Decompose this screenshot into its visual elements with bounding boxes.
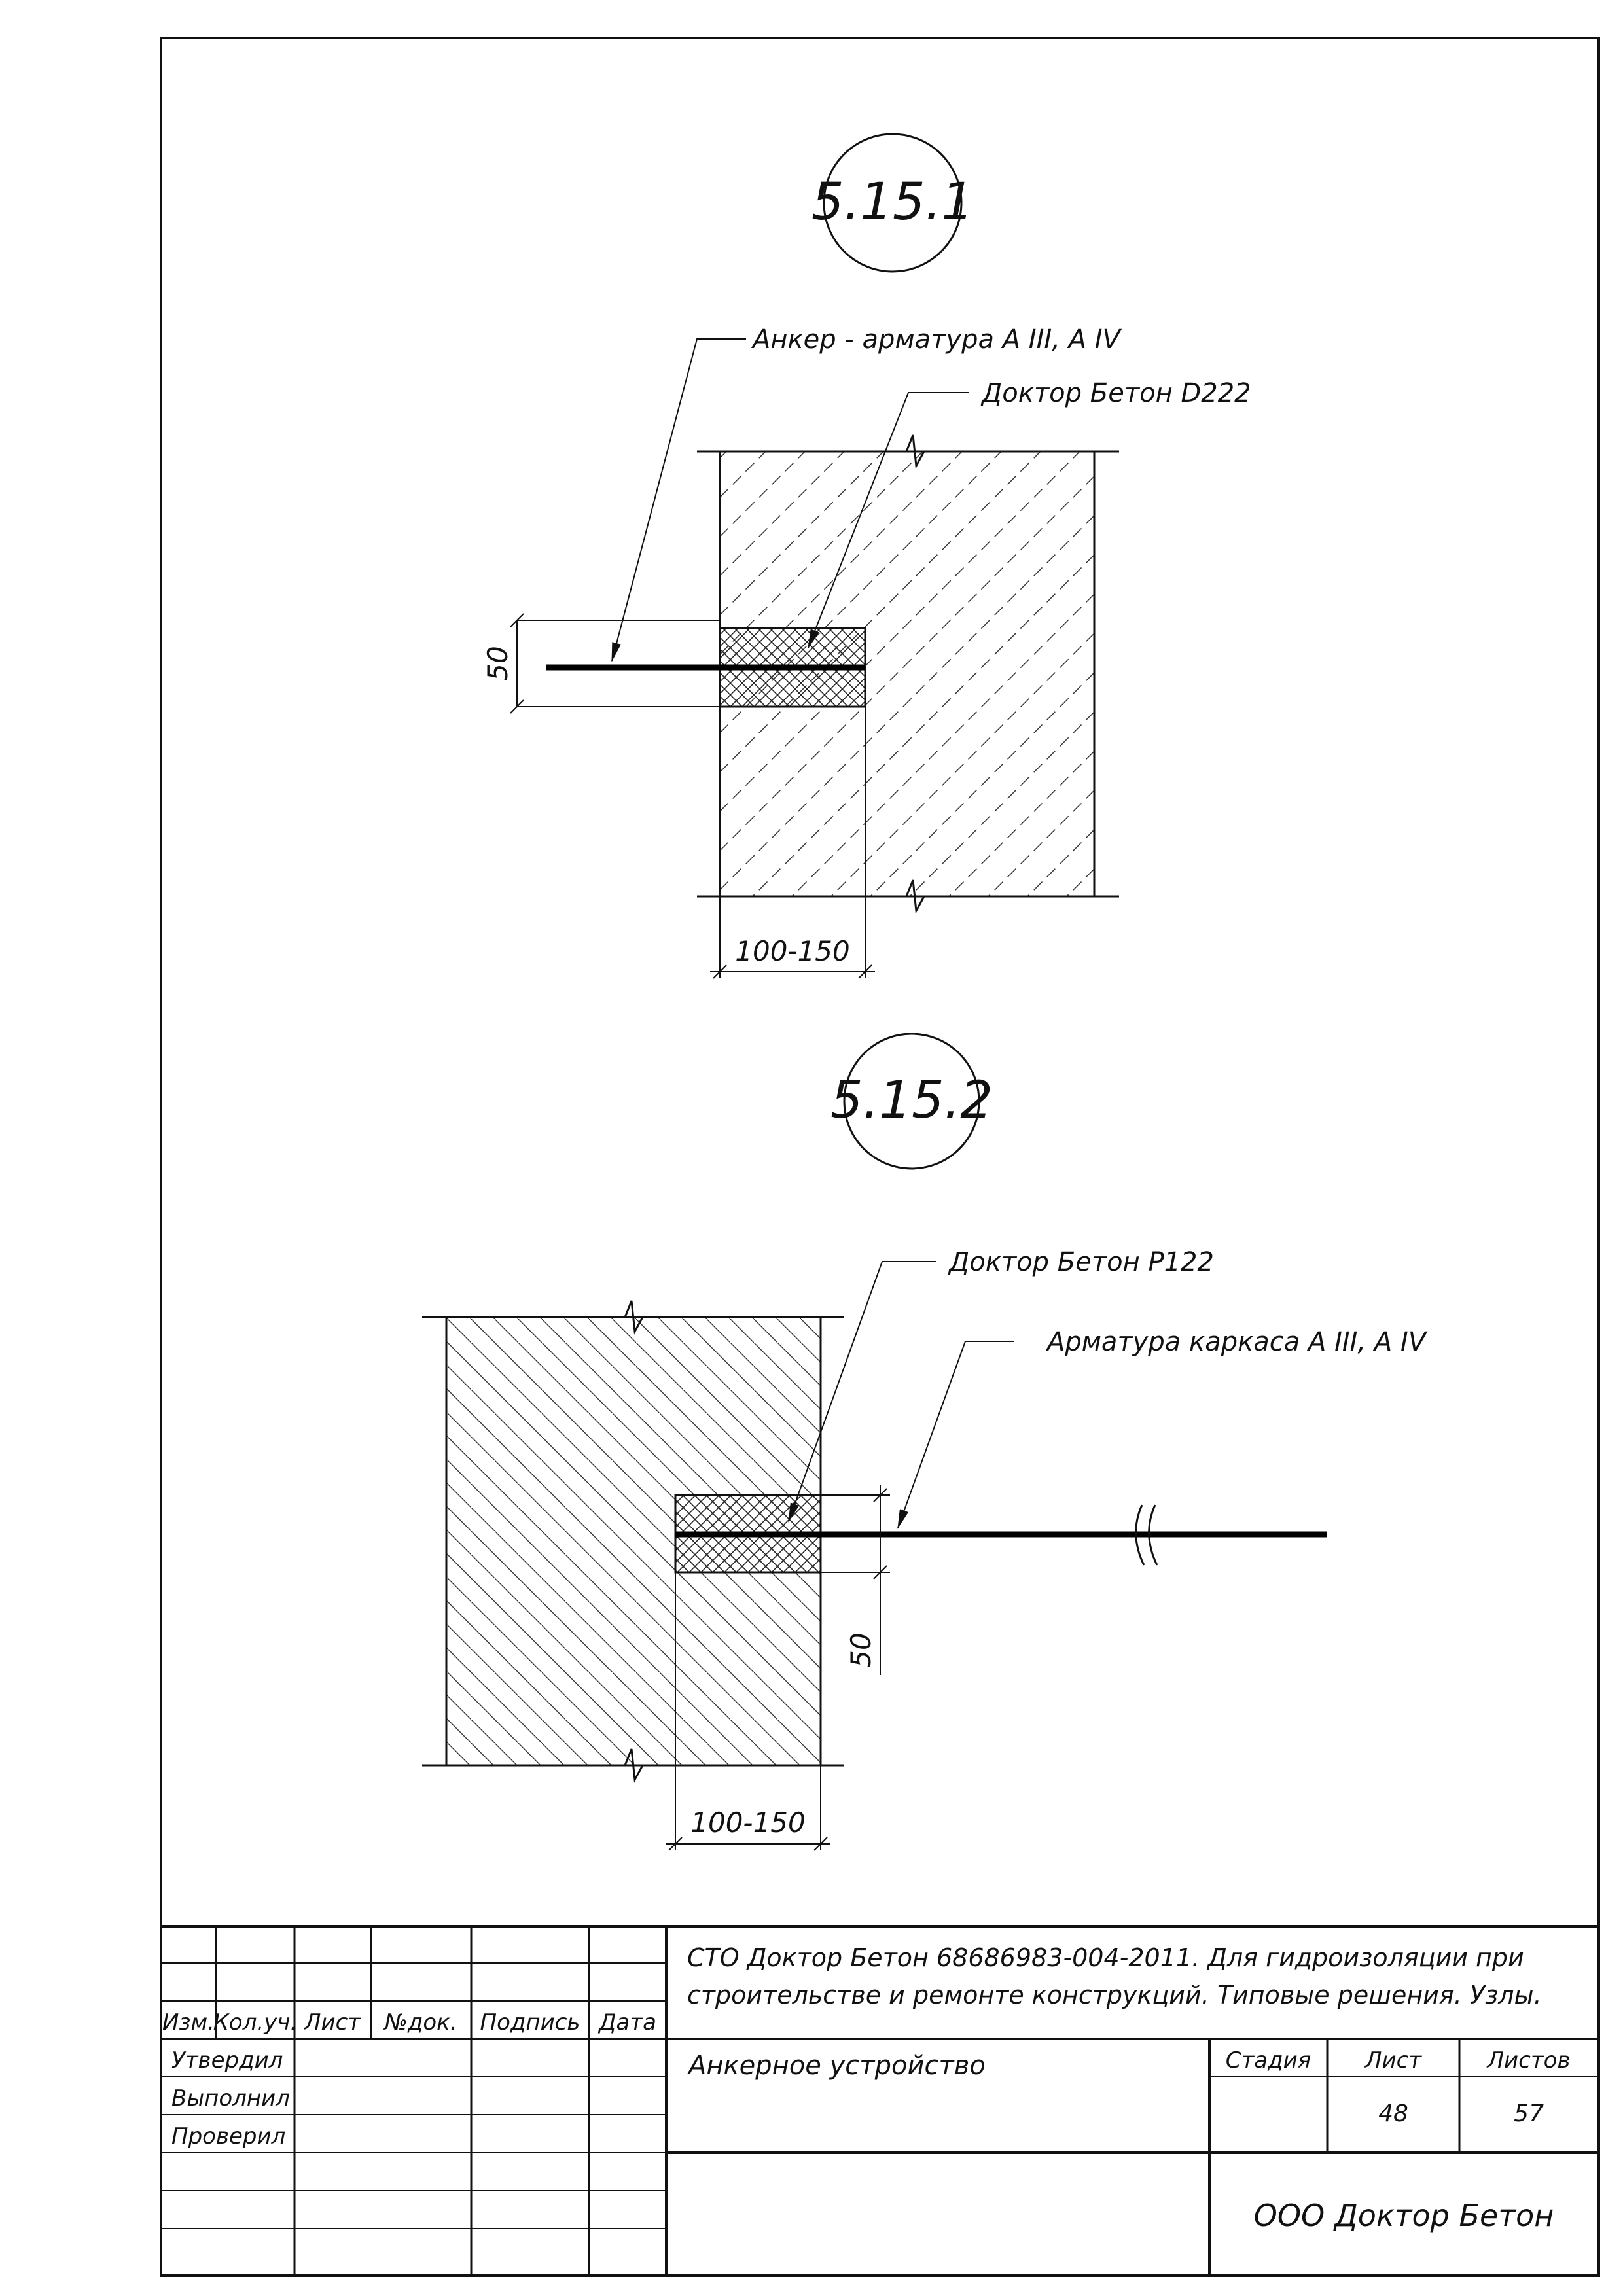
detail2-callout-material: Доктор Бетон Р122	[949, 1247, 1214, 1277]
detail-5-15-1	[482, 134, 1251, 978]
header-list: Лист	[304, 2009, 361, 2036]
detail1-callout-anchor: Анкер - арматура А III, А IV	[753, 325, 1120, 355]
header-izm: Изм.	[162, 2009, 215, 2036]
stage-label: Стадия	[1225, 2047, 1311, 2074]
role-checked: Проверил	[171, 2123, 286, 2149]
sheet-label: Лист	[1364, 2047, 1422, 2074]
role-approved: Утвердил	[171, 2047, 283, 2074]
detail1-dim-width: 100-150	[735, 935, 850, 967]
header-podpis: Подпись	[480, 2009, 580, 2036]
sheet-frame	[161, 38, 1599, 2276]
detail1-dim-height: 50	[482, 646, 514, 681]
detail2-number: 5.15.2	[830, 1071, 993, 1130]
sheet-number: 48	[1378, 2100, 1408, 2127]
detail2-dim-width: 100-150	[690, 1807, 806, 1839]
sheets-label: Листов	[1487, 2047, 1571, 2074]
detail-5-15-2	[422, 1034, 1428, 1850]
detail2-dim-height: 50	[845, 1633, 877, 1668]
detail2-callout-rebar: Арматура каркаса А III, А IV	[1047, 1327, 1427, 1357]
title-block	[161, 1926, 1599, 2276]
header-ndok: №док.	[384, 2009, 457, 2036]
detail1-callout-material: Доктор Бетон D222	[982, 378, 1251, 408]
header-data: Дата	[598, 2009, 657, 2036]
header-kol-uch: Кол.уч.	[213, 2009, 298, 2036]
doc-code-line2: строительстве и ремонте конструкций. Типовые решения. Узлы.	[687, 1981, 1542, 2009]
role-performed: Выполнил	[171, 2085, 290, 2111]
sheet-title: Анкерное устройство	[688, 2051, 986, 2081]
company-name: ООО Доктор Бетон	[1253, 2198, 1554, 2233]
doc-code-line1: СТО Доктор Бетон 68686983-004-2011. Для гидроизоляции при	[687, 1943, 1524, 1972]
detail1-number: 5.15.1	[811, 173, 974, 232]
sheets-total: 57	[1514, 2100, 1544, 2127]
